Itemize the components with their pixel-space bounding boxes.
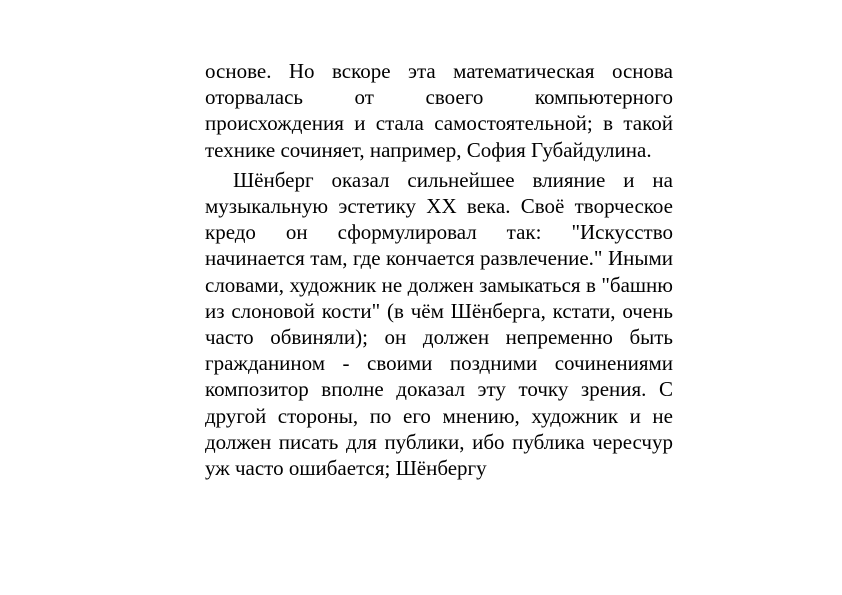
- paragraph-schoenberg-aesthetics: Шёнберг оказал сильнейшее влияние и на музыкальную эстетику XX века. Своё творческое кредо он сформулировал так: "Искусство начинается там, где кончается развлечение." Иными словами, художник не должен замыкаться в "башню из слоновой кости" (в чём Шёнберга, кстати, очень часто обвиняли); он должен непременно быть гражданином - своими поздними сочинениями композитор вполне доказал эту точку зрения. С другой стороны, по его мнению, художник и не должен писать для публики, ибо публика чересчур уж часто ошибается; Шёнбергу: [205, 167, 673, 481]
- body-text: [205, 58, 673, 481]
- paragraph-continuation: основе. Но вскоре эта математическая основа оторвалась от своего компьютерного происхождения и стала самостоятельной; в такой технике сочиняет, например, София Губайдулина.: [205, 59, 673, 162]
